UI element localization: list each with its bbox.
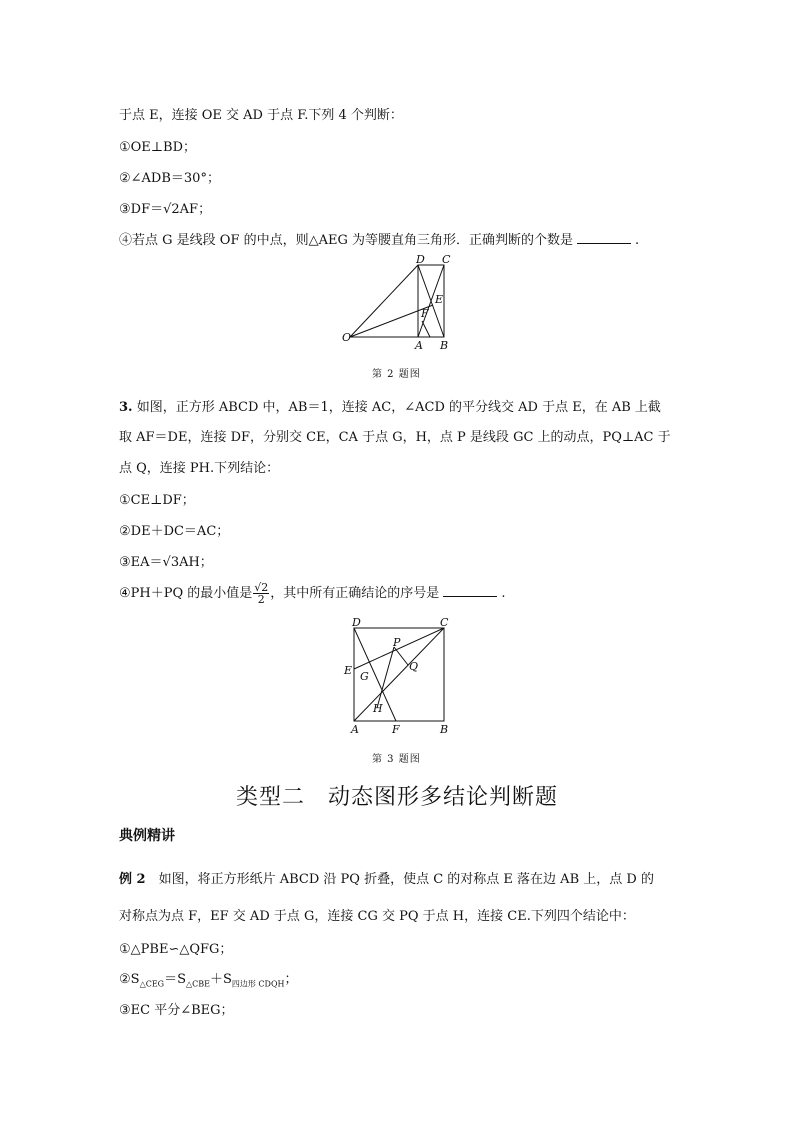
p3-line1-text: 如图，正方形 ABCD 中，AB＝1，连接 AC，∠ACD 的平分线交 AD 于点 E，在 AB 上截 (136, 400, 661, 415)
p3-number: 3. (119, 400, 133, 415)
p2-intro: 于点 E，连接 OE 交 AD 于点 F.下列 4 个判断： (119, 108, 403, 123)
fraction-denominator: 2 (257, 593, 265, 606)
fig2-label-c: C (442, 253, 451, 266)
p3-statement-1: ①CE⊥DF； (119, 493, 195, 508)
p3-s4-post: ，其中所有正确结论的序号是 (270, 586, 440, 601)
segment-fx (422, 321, 430, 337)
ex2-statement-1: ①△PBE∽△QFG； (119, 942, 233, 957)
fraction-root2-over-2 (253, 582, 269, 605)
ex2-line-2: 对称点为点 F，EF 交 AD 于点 G，连接 CG 交 PQ 于点 H，连接 CE.下列四个结论中： (119, 909, 635, 924)
ex2-label: 例 2 (119, 872, 146, 887)
p3-s4-end: . (501, 586, 506, 601)
ex2-line-1 (119, 868, 654, 887)
p2-statement-4 (119, 229, 639, 248)
p2-s3-pre: ③DF＝ (119, 202, 164, 217)
figure-problem-2 (330, 255, 460, 355)
p3-caption: 第 3 题图 (372, 754, 421, 765)
p2-s4-end: . (635, 233, 640, 248)
fig2-label-f: F (421, 307, 429, 320)
p2-statement-1: ①OE⊥BD； (119, 140, 197, 155)
fig3-label-d: D (352, 616, 361, 629)
p3-line-1 (119, 396, 661, 415)
fig3-label-p: P (393, 636, 401, 649)
fig3-label-c: C (440, 616, 449, 629)
ex2-s2-c: ＋S (209, 972, 232, 987)
p3-statement-2: ②DE＋DC＝AC； (119, 524, 230, 539)
ex2-line1-text: 如图，将正方形纸片 ABCD 沿 PQ 折叠，使点 C 的对称点 E 落在边 AB 上，点 D 的 (158, 872, 654, 887)
p3-s4-pre: ④PH＋PQ 的最小值是 (119, 586, 253, 601)
p2-s3-root: √2 (163, 202, 180, 217)
p3-statement-4 (119, 582, 505, 605)
ex2-s2-sub3: 四边形 CDQH (231, 979, 285, 989)
ex2-s2-sub2: △CBE (185, 979, 210, 989)
fig2-label-o: O (342, 331, 352, 344)
figure-problem-3 (340, 618, 460, 738)
p2-s3-post: AF； (179, 202, 212, 217)
p3-line-2: 取 AF＝DE，连接 DF，分别交 CE，CA 于点 G，H，点 P 是线段 GC 上的动点，PQ⊥AC 于 (119, 430, 671, 445)
segment-od (350, 265, 418, 337)
answer-blank (577, 231, 631, 244)
segment-pq (394, 647, 408, 665)
ex2-s2-end: ； (284, 972, 298, 987)
p3-statement-3: ③EA＝√3AH； (119, 555, 213, 570)
fig3-label-e: E (344, 664, 353, 677)
section-subtitle: 典例精讲 (119, 828, 175, 844)
fig3-label-b: B (440, 723, 449, 736)
fig2-label-a: A (415, 339, 423, 352)
answer-blank-2 (443, 584, 497, 597)
fig3-label-f: F (392, 723, 400, 736)
p2-statement-2: ②∠ADB＝30°； (119, 171, 220, 186)
fig2-label-d: D (416, 253, 425, 266)
ex2-s2-b: ＝S (164, 972, 186, 987)
ex2-s2-sub1: △CEG (139, 979, 165, 989)
p2-caption: 第 2 题图 (372, 369, 421, 380)
fig2-label-b: B (440, 339, 449, 352)
fig3-label-h: H (373, 702, 383, 715)
fraction-numerator: √2 (254, 581, 269, 594)
fig3-label-q: Q (409, 660, 419, 673)
fig2-label-e: E (435, 293, 444, 306)
fig3-label-a: A (351, 723, 359, 736)
ex2-statement-3: ③EC 平分∠BEG； (119, 1003, 234, 1018)
p3-line-3: 点 Q，连接 PH.下列结论： (119, 461, 280, 476)
ex2-statement-2 (119, 968, 298, 990)
section-title: 类型二 动态图形多结论判断题 (235, 785, 558, 810)
ex2-s2-a: ②S (119, 972, 140, 987)
p2-s4-text: ④若点 G 是线段 OF 的中点，则△AEG 为等腰直角三角形．正确判断的个数是 (119, 233, 573, 248)
p2-statement-3 (119, 198, 211, 217)
fig3-label-g: G (360, 670, 369, 683)
